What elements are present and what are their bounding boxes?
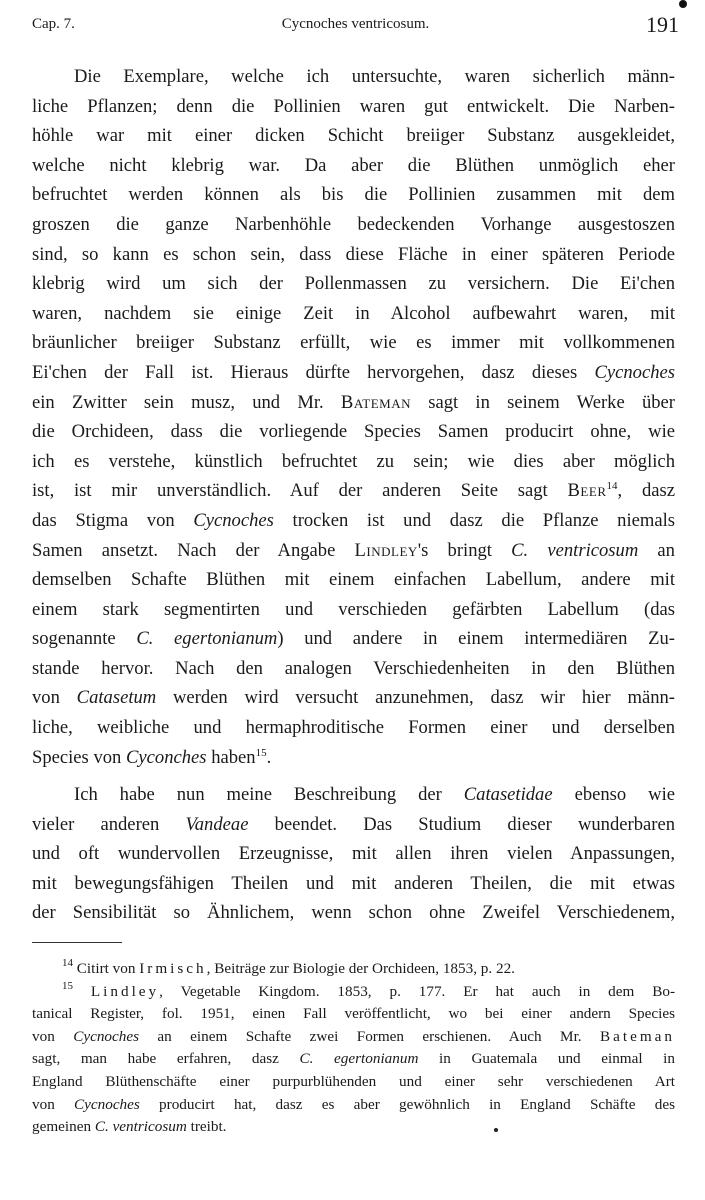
text-run: sagt in seinem Werke über [411,391,675,413]
text-line [32,810,675,840]
running-header [32,10,679,40]
running-title: Cycnoches ventricosum. [281,16,430,32]
text-run: das Stigma von [32,509,194,531]
text-line: klebrig wird um sich der Pollenmassen zu versichern. Die Ei'chen [32,273,675,295]
text-line [32,536,675,566]
text-run: , dasz [617,480,675,502]
text-run: sagt, man habe erfahren, dasz [32,1050,300,1068]
text-line [32,388,675,418]
chapter-label: Cap. 7. [32,16,75,32]
footnote-15-line [32,1094,675,1117]
footnotes [32,958,675,1139]
paragraph-2 [32,780,675,928]
footnote-ref: 14 [606,480,618,493]
text-line [32,743,675,773]
footnote-mark: 14 [62,957,73,969]
footnote-14 [32,958,675,981]
taxon-name: Vandeae [185,813,249,835]
text-run: Citirt von [73,960,140,977]
text-run: 's bringt [417,539,512,561]
text-line [32,358,675,388]
text-run: , Vegetable Kingdom. 1853, p. 177. Er hat auch in dem Bo- [159,982,676,1000]
text-run: beendet. Das Studium dieser wunderbaren [248,813,675,835]
footnote-15-line: England Blüthenschäfte einer purpurblühenden und einer sehr verschiedenen Art [32,1072,675,1090]
text-run: producirt hat, dasz es aber gewöhnlich in England Schäfte des [139,1095,675,1113]
text-line [32,683,675,713]
ink-spot [679,0,687,8]
page-number: 191 [646,12,679,37]
text-line: stande hervor. Nach den analogen Verschiedenheiten in den Blüthen [32,657,675,679]
text-line: die Orchideen, dass die vorliegende Species Samen producirt ohne, wie [32,421,675,443]
text-run: von [32,1095,75,1113]
text-line: und oft wundervollen Erzeugnisse, mit allen ihren vielen Anpassungen, [32,843,675,865]
genus-name: Cyconches [126,746,207,768]
text-run: an [638,539,675,561]
author-name: Lindley [354,539,418,561]
text-line: einem stark segmentirten und verschieden gefärbten Labellum (das [32,598,675,620]
footnote-separator [32,942,122,943]
text-line: ich es verstehe, künstlich befruchtet zu sein; wie dies aber möglich [32,450,675,472]
text-line: höhle war mit einer dicken Schicht breiiger Substanz ausgekleidet, [32,125,675,147]
text-line: sind, so kann es schon sein, dass diese Fläche in einer späteren Periode [32,243,675,265]
text-line [32,780,675,810]
text-run: Samen ansetzt. Nach der Angabe [32,539,355,561]
text-line [32,476,675,506]
text-run: in Guatemala und einmal in [418,1050,675,1068]
text-run: ) und andere in einem intermediären Zu- [277,628,675,650]
genus-name: Catasetum [76,687,157,709]
text-run: an einem Schafte zwei Formen erschienen. Auch Mr. [139,1027,601,1045]
text-run: ist, ist mir unverständlich. Auf der anderen Seite sagt [32,480,568,502]
text-run: Species von [32,746,126,768]
text-run: sogenannte [32,628,137,650]
author-name: Irmisch [139,960,207,977]
species-name: C. ventricosum [94,1118,187,1136]
text-run: vieler anderen [32,813,186,835]
paragraph-1 [32,62,675,772]
text-line [32,624,675,654]
species-name: C. ventricosum [511,539,639,561]
text-run [73,983,91,1000]
text-run: gemeinen [32,1118,95,1136]
taxon-name: Catasetidae [463,784,553,805]
text-run: treibt. [186,1118,227,1136]
author-name: Bateman [340,391,411,413]
footnote-15-line [32,1026,675,1049]
footnote-15-line: tanical Register, fol. 1951, einen Fall veröffentlicht, wo bei einer andern Species [32,1005,675,1023]
footnote-ref: 15 [255,746,267,759]
text-line: groszen die ganze Narbenhöhle bedeckenden Vorhange ausgestoszen [32,213,675,235]
text-line: waren, nachdem sie einige Zeit in Alcohol aufbewahrt waren, mit [32,302,675,324]
author-name: Beer [567,480,607,502]
text-run: von [32,687,77,709]
text-run: haben [206,746,256,768]
footnote-mark: 15 [62,979,73,992]
text-run: trocken ist und dasz die Pflanze niemals [273,509,676,531]
text-line: liche Pflanzen; denn die Pollinien waren gut entwickelt. Die Narben- [32,95,675,117]
ink-speck [494,1128,498,1132]
text-run: . [266,746,272,768]
text-line: demselben Schafte Blüthen mit einem einfachen Labellum, andere mit [32,569,675,591]
text-run: Ich habe nun meine Beschreibung der [74,784,464,805]
text-run: von [32,1027,74,1045]
genus-name: Cycnoches [193,509,274,531]
footnote-15-line [32,1116,675,1139]
text-line: befruchtet werden können als bis die Pollinien zusammen mit dem [32,184,675,206]
author-name: Lindley [90,982,160,1000]
text-line: liche, weibliche und hermaphroditische Formen einer und derselben [32,717,675,739]
author-name: Bateman [600,1027,675,1045]
species-name: C. egertonianum [299,1050,419,1068]
text-line [32,506,675,536]
text-run: ebenso wie [552,784,675,805]
genus-name: Cycnoches [74,1095,140,1113]
text-line: bräunlicher breiiger Substanz erfüllt, wie es immer mit vollkommenen [32,332,675,354]
species-name: C. egertonianum [136,628,278,650]
genus-name: Cycnoches [73,1027,139,1045]
text-line: Die Exemplare, welche ich untersuchte, waren sicherlich männ- [74,66,675,87]
text-run: ein Zwitter sein musz, und Mr. [32,391,341,413]
text-run: Ei'chen der Fall ist. Hieraus dürfte hervorgehen, dasz dieses [32,361,595,383]
footnote-15-line [32,981,675,1004]
text-line: der Sensibilität so Ähnlichem, wenn schon ohne Zweifel Verschiedenem, [32,902,675,924]
genus-name: Cycnoches [594,361,675,383]
text-run: , Beiträge zur Biologie der Orchideen, 1853, p. 22. [206,960,515,977]
text-line: mit bewegungsfähigen Theilen und mit anderen Theilen, die mit etwas [32,872,675,894]
footnote-15-line [32,1048,675,1071]
text-line: welche nicht klebrig war. Da aber die Blüthen unmöglich eher [32,154,675,176]
text-run: werden wird versucht anzunehmen, dasz wir hier männ- [156,687,675,709]
